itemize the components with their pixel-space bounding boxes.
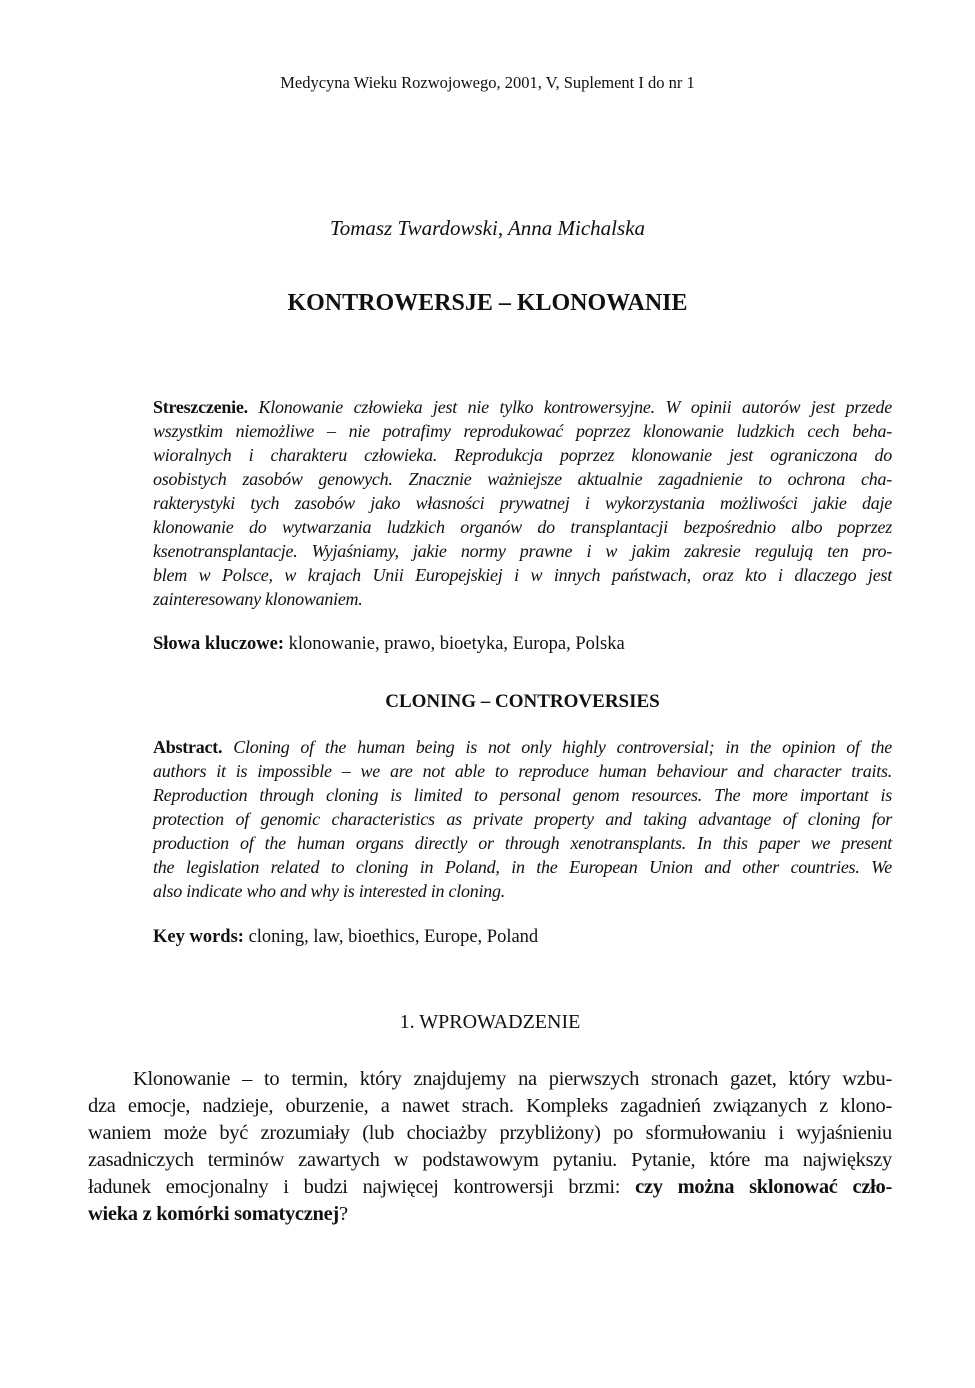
body-text: ? bbox=[338, 1203, 348, 1225]
slowa-kluczowe-text: klonowanie, prawo, bioetyka, Europa, Polska bbox=[284, 634, 625, 654]
abstract-label: Abstract. bbox=[153, 737, 223, 757]
paper-title: KONTROWERSJE – KLONOWANIE bbox=[287, 290, 688, 316]
streszczenie-block bbox=[153, 395, 892, 611]
streszczenie-line: wioralnych i charakteru człowieka. Reprodukcja poprzez klonowanie jest ograniczona do bbox=[153, 445, 892, 465]
body-line bbox=[88, 1201, 892, 1228]
streszczenie-line: ksenotransplantacje. Wyjaśniamy, jakie normy prawne i w jakim zakresie regulują ten pro- bbox=[153, 541, 892, 561]
key-words-text: cloning, law, bioethics, Europe, Poland bbox=[243, 927, 539, 947]
key-words bbox=[153, 927, 538, 948]
body-line: zasadniczych terminów zawartych w podstawowym pytaniu. Pytanie, które ma największy bbox=[88, 1149, 892, 1171]
streszczenie-label: Streszczenie. bbox=[153, 397, 248, 417]
body-line: waniem może być zrozumiały (lub chociażby przybliżony) po sformułowaniu i wyjaśnieniu bbox=[88, 1122, 892, 1144]
slowa-kluczowe bbox=[153, 634, 625, 655]
body-bold-question: wieka z komórki somatycznej bbox=[88, 1203, 339, 1225]
streszczenie-line: wszystkim niemożliwe – nie potrafimy reprodukować poprzez klonowanie ludzkich cech beha- bbox=[153, 421, 892, 441]
body-line: dza emocje, nadzieje, oburzenie, a nawet strach. Kompleks zagadnień związanych z klono- bbox=[88, 1095, 892, 1117]
body-line bbox=[88, 1174, 892, 1201]
abstract-line: the legislation related to cloning in Poland, in the European Union and other countries. We bbox=[153, 857, 892, 877]
streszczenie-line: blem w Polsce, w krajach Unii Europejskiej i w innych państwach, oraz kto i dlaczego jest bbox=[153, 565, 892, 585]
body-line: Klonowanie – to termin, który znajdujemy na pierwszych stronach gazet, który wzbu- bbox=[133, 1068, 892, 1090]
streszczenie-line: rakterystyki tych zasobów jako własności prywatnej i wykorzystania możliwości jakie daje bbox=[153, 493, 892, 513]
streszczenie-line: zainteresowany klonowaniem. bbox=[153, 589, 363, 609]
journal-header: Medycyna Wieku Rozwojowego, 2001, V, Suplement I do nr 1 bbox=[280, 73, 695, 92]
key-words-label: Key words: bbox=[153, 927, 244, 947]
abstract-line: production of the human organs directly or through xenotransplants. In this paper we present bbox=[153, 833, 892, 853]
streszczenie-line: osobistych zasobów genowych. Znacznie ważniejsze aktualnie zagadnienie to ochrona cha- bbox=[153, 469, 892, 489]
body-text: ładunek emocjonalny i budzi najwięcej kontrowersji brzmi: bbox=[88, 1176, 636, 1198]
slowa-kluczowe-label: Słowa kluczowe: bbox=[153, 634, 285, 654]
abstract-block bbox=[153, 735, 892, 903]
streszczenie-line: klonowanie do wytwarzania ludzkich organów do transplantacji bezpośrednio albo poprzez bbox=[153, 517, 892, 537]
abstract-line: also indicate who and why is interested in cloning. bbox=[153, 881, 506, 901]
abstract-line: Cloning of the human being is not only highly controversial; in the opinion of the bbox=[222, 737, 892, 757]
abstract-line: Reproduction through cloning is limited to personal genom resources. The more important is bbox=[153, 785, 892, 805]
english-title: CLONING – CONTROVERSIES bbox=[385, 691, 660, 712]
abstract-line: protection of genomic characteristics as private property and taking advantage of cloning for bbox=[153, 809, 892, 829]
body-bold-question: czy można sklonować czło- bbox=[635, 1176, 892, 1198]
body-paragraph bbox=[88, 1066, 892, 1228]
abstract-line: authors it is impossible – we are not able to reproduce human behaviour and character traits. bbox=[153, 761, 892, 781]
section-heading: 1. WPROWADZENIE bbox=[399, 1011, 581, 1033]
authors: Tomasz Twardowski, Anna Michalska bbox=[329, 216, 646, 240]
streszczenie-line: Klonowanie człowieka jest nie tylko kontrowersyjne. W opinii autorów jest przede bbox=[247, 397, 892, 417]
